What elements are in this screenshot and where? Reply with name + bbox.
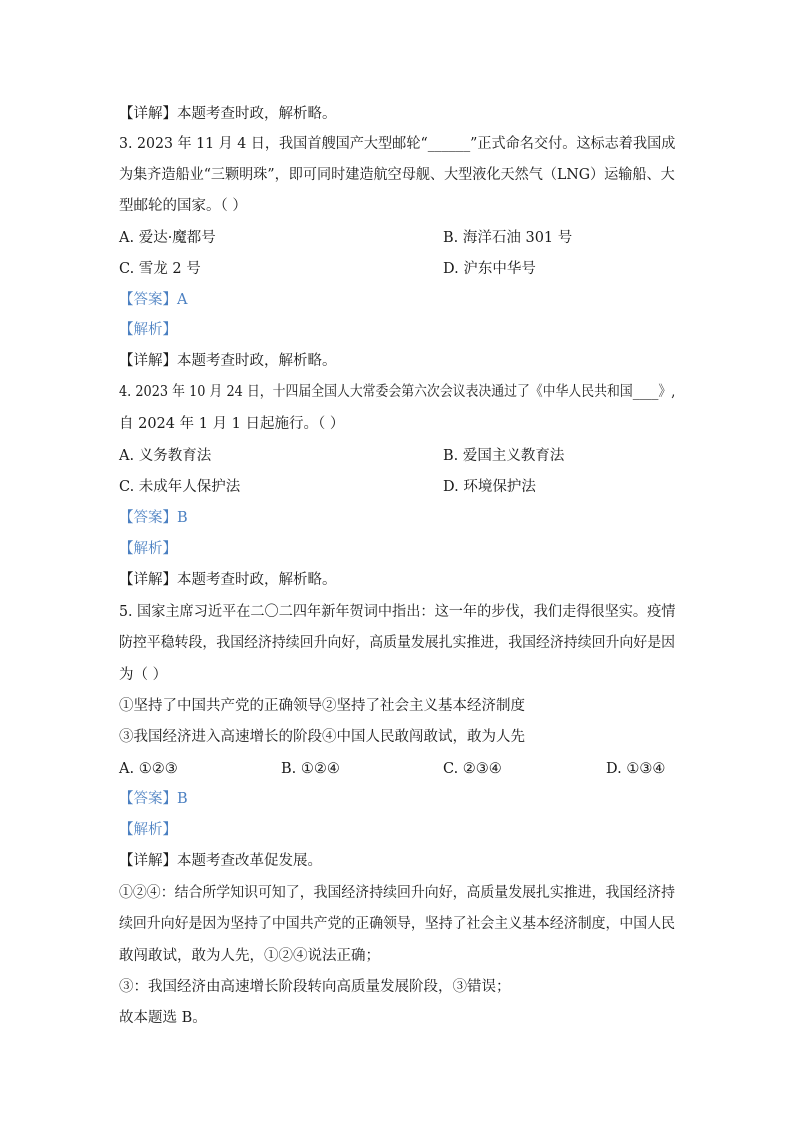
q5-analysis: 【解析】	[119, 822, 177, 838]
q5-stem-line1: 5. 国家主席习近平在二〇二四年新年贺词中指出：这一年的步伐，我们走得很坚实。疫情	[119, 604, 676, 620]
q3-option-c: C. 雪龙 2 号	[119, 261, 201, 277]
q5-answer-text: 【答案】B	[119, 791, 188, 807]
q3-stem-line1: 3. 2023 年 11 月 4 日，我国首艘国产大型邮轮“______”正式命名交付。这标志着我国成	[119, 136, 676, 152]
q5-option-b: B. ①②④	[281, 761, 340, 777]
q3-detail: 【详解】本题考查时政，解析略。	[119, 353, 337, 369]
q4-answer	[119, 508, 188, 528]
q4-stem-line2: 自 2024 年 1 月 1 日起施行。（ ）	[119, 416, 345, 432]
q3-answer-text: 【答案】A	[119, 292, 188, 308]
q3-option-d: D. 沪东中华号	[443, 261, 536, 277]
q3-stem-line3: 型邮轮的国家。（ ）	[119, 198, 247, 214]
q5-option-a: A. ①②③	[119, 761, 178, 777]
q5-option-c: C. ②③④	[443, 761, 502, 777]
q4-detail: 【详解】本题考查时政，解析略。	[119, 572, 337, 588]
q4-option-d: D. 环境保护法	[443, 479, 536, 495]
q4-analysis: 【解析】	[119, 541, 177, 557]
q4-option-b: B. 爱国主义教育法	[443, 448, 565, 464]
q5-stem-line3: 为（ ）	[119, 667, 168, 683]
q3-option-a: A. 爱达·魔都号	[119, 230, 216, 246]
q4-option-c: C. 未成年人保护法	[119, 479, 241, 495]
q4-option-a: A. 义务教育法	[119, 448, 212, 464]
q3-analysis: 【解析】	[119, 322, 177, 338]
q5-statement-2: ③我国经济进入高速增长的阶段④中国人民敢闯敢试，敢为人先	[119, 729, 525, 745]
q4-stem-line1: 4. 2023 年 10 月 24 日，十四届全国人大常委会第六次会议表决通过了《中华人民共和国____》,	[119, 384, 676, 400]
q5-option-d: D. ①③④	[606, 761, 666, 777]
q5-conclusion: 故本题选 B。	[119, 1010, 207, 1026]
q5-statement-1: ①坚持了中国共产党的正确领导②坚持了社会主义基本经济制度	[119, 698, 525, 714]
q3-option-b: B. 海洋石油 301 号	[443, 230, 573, 246]
q5-detail: 【详解】本题考查改革促发展。	[119, 853, 322, 869]
q3-stem-line2: 为集齐造船业“三颗明珠”，即可同时建造航空母舰、大型液化天然气（LNG）运输船、大	[119, 167, 675, 183]
q4-answer-text: 【答案】B	[119, 510, 188, 526]
q5-answer	[119, 789, 188, 809]
detail-q2: 【详解】本题考查时政，解析略。	[119, 106, 337, 122]
q5-explanation-line4: ③：我国经济由高速增长阶段转向高质量发展阶段，③错误；	[119, 979, 511, 995]
q5-stem-line2: 防控平稳转段，我国经济持续回升向好，高质量发展扎实推进，我国经济持续回升向好是因	[119, 635, 675, 651]
q5-explanation-line3: 敢闯敢试，敢为人先，①②④说法正确；	[119, 948, 380, 964]
q5-explanation-line1: ①②④：结合所学知识可知了，我国经济持续回升向好，高质量发展扎实推进，我国经济持	[119, 885, 675, 901]
q3-answer	[119, 290, 187, 310]
q5-explanation-line2: 续回升向好是因为坚持了中国共产党的正确领导，坚持了社会主义基本经济制度，中国人民	[119, 916, 675, 932]
